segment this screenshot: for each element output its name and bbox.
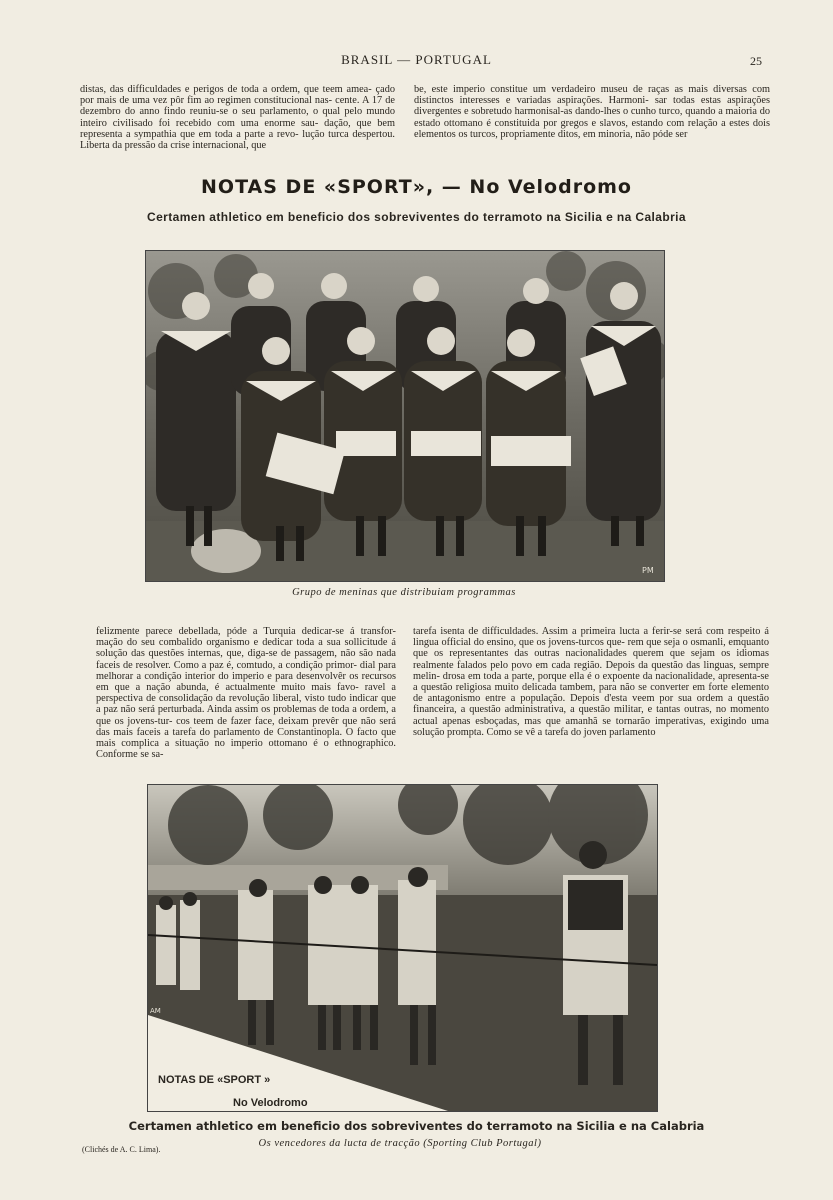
photo2-title: Certamen athletico em beneficio dos sobreviventes do terramoto na Sicilia e na Calabria [128, 1119, 705, 1133]
photo2-label-velodromo: No Velodromo [233, 1097, 308, 1109]
running-header: BRASIL — PORTUGAL [341, 52, 492, 67]
mid-right-column: tarefa isenta de difficuldades. Assim a primeira lucta a ferir-se será com respeito á lingua official do ensino, que os jovens-turcos que- rem que seja o osmanli, emquanto que os representantes das outras nacionalidades querem que sejam os idiomas realmente falados pelo povo em cada região. Depois da questão das linguas, sempre melin- drosa em toda a parte, porque ella é o expoente da nacionalidade, apresenta-se a questão religiosa muito delicada tambem, para não se converter em forte elemento de antagonismo entre a população. Depois d'esta veem por sua ordem a questão financeira, a questão administrativa, a questão militar, e tantas outras, no momento actual apenas esboçadas, mas que amanhã se tornarão imperativas, exigindo uma solução prompta. Como se vê a tarefa do joven parlamento [413, 626, 769, 738]
photo1-signature: PM [642, 566, 654, 575]
photo2-label-notas: NOTAS DE «SPORT » [158, 1074, 271, 1086]
photo2-signature: AM [150, 1007, 161, 1015]
article-title: NOTAS DE «SPORT», — No Velodromo [201, 176, 632, 198]
article-subtitle: Certamen athletico em beneficio dos sobreviventes do terramoto na Sicilia e na Calabria [147, 210, 686, 224]
girls-group-photo-image [146, 251, 664, 581]
photo-credit: (Clichés de A. C. Lima). [82, 1145, 161, 1154]
photo-tug-of-war [147, 784, 658, 1112]
photo1-caption: Grupo de meninas que distribuiam programmas [292, 587, 516, 598]
top-left-column: distas, das difficuldades e perigos de toda a ordem, que teem amea- çado por mais de uma vez pôr fim ao regimen constitucional nas- cente. A 17 de dezembro do anno findo reuniu-se o seu parlamento, o qual pelo mundo inteiro civilisado foi recebido com uma enorme sau- dação, que bem representa a sympathia que em toda a parte a revo- lução turca despertou. Liberta da pressão da crise internacional, que [80, 84, 395, 152]
page-number: 25 [750, 54, 762, 68]
mid-left-column: felizmente parece debellada, póde a Turquia dedicar-se á transfor- mação do seu combalido organismo e dedicar toda a sua sollicitude á solução das questões internas, que, diga-se de passagem, não são nada faceis de resolver. Como a paz é, comtudo, a condição primor- dial para melhorar a condição interior do imperio e para desenvolvêr os recursos em que a nação abunda, é actualmente muito mais favo- ravel a perspectiva de consolidação da revolução liberal, visto tudo indicar que a paz não será perturbada. Ainda assim os problemas de toda a ordem, a que os jovens-tur- cos teem de fazer face, deixam prevêr que não será das mais faceis a tarefa do parlamento de Constantinopla. O facto que mais complica a situação no imperio ottomano é o ethnographico. Conforme se sa- [96, 626, 396, 761]
tug-of-war-photo-image [148, 785, 657, 1111]
photo2-caption: Os vencedores da lucta de tracção (Sporting Club Portugal) [258, 1138, 542, 1149]
photo-girls-group [145, 250, 665, 582]
top-right-column: be, este imperio constitue um verdadeiro museu de raças as mais diversas com distinctos interesses e variadas aspirações. Harmoni- sar todas estas aspirações divergentes e sobretudo harmonisal-as dando-lhes o cunho turco, quando a maioria do estado ottomano é constituida por gregos e slavos, estando com relação a estes dois elementos os turcos, propriamente ditos, em minoria, não póde ser [414, 84, 770, 140]
